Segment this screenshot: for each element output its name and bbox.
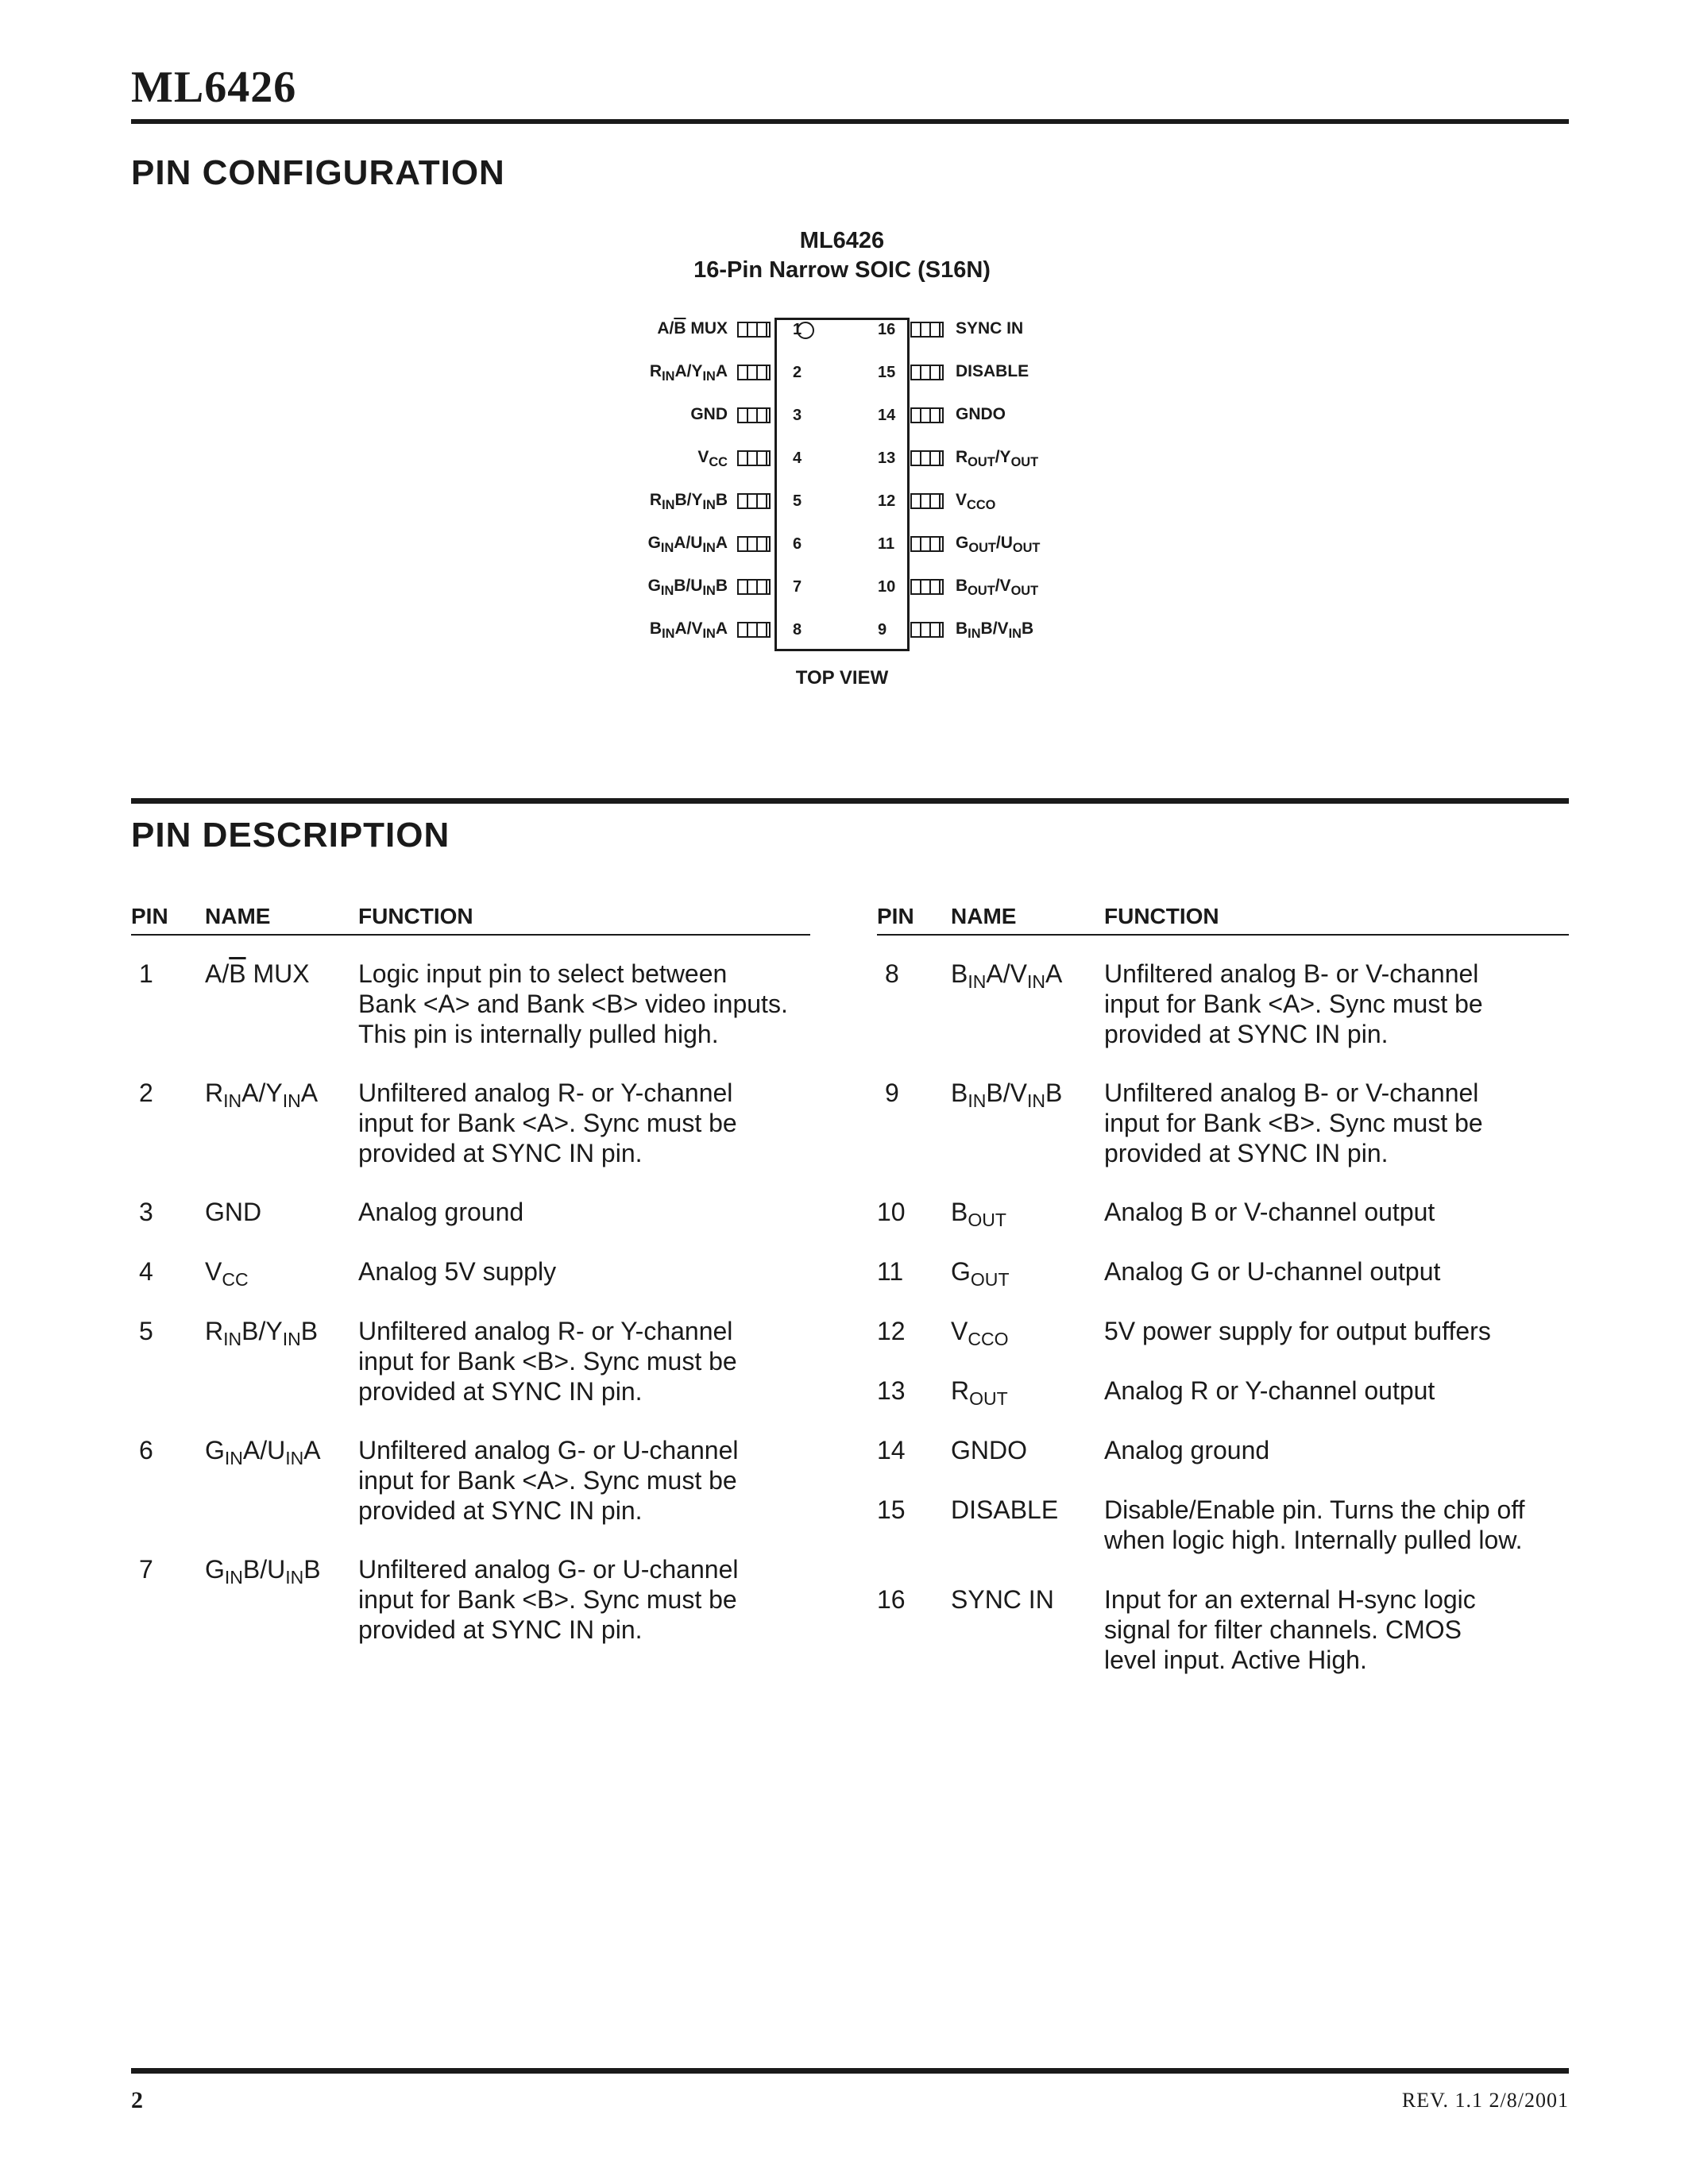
row-function: Analog G or U-channel output — [1104, 1257, 1441, 1286]
pin-lead — [910, 536, 944, 552]
pin-label: $B_{OUT}/V_{OUT}$ — [956, 577, 1039, 598]
col-header-function: FUNCTION — [358, 904, 473, 928]
pin-number: 2 — [793, 364, 802, 381]
header-rule — [131, 119, 1569, 124]
document-title: ML6426 — [131, 63, 297, 112]
row-name: $V_{CC}$ — [205, 1257, 249, 1290]
pin-label: $V_{CCO}$ — [956, 491, 996, 512]
section-rule — [131, 798, 1569, 804]
row-function: Logic input pin to select between Bank <A> and Bank <B> video inputs. This pin is internally pulled high. — [358, 959, 788, 1048]
row-function: Analog B or V-channel output — [1104, 1198, 1435, 1226]
pin-number: 16 — [878, 321, 896, 338]
row-name: $B_{IN}B/V_{IN}B$ — [951, 1078, 1063, 1111]
pin-label: $R_{OUT}/Y_{OUT}$ — [956, 448, 1039, 469]
row-pin: 7 — [139, 1555, 153, 1584]
row-name: $G_{IN}B/U_{IN}B$ — [205, 1555, 321, 1588]
row-function: Analog ground — [1104, 1436, 1270, 1464]
row-pin: 1 — [139, 959, 153, 988]
row-name: GNDO — [951, 1436, 1027, 1464]
row-pin: 9 — [885, 1078, 899, 1107]
pin-lead — [737, 622, 771, 638]
row-name: $G_{OUT}$ — [951, 1257, 1010, 1290]
pin-lead — [737, 407, 771, 423]
row-function: Unfiltered analog R- or Y-channel input for Bank <A>. Sync must be provided at SYNC IN pin. — [358, 1078, 737, 1167]
pin-number: 14 — [878, 407, 896, 424]
row-function: Unfiltered analog G- or U-channel input for Bank <B>. Sync must be provided at SYNC IN pin. — [358, 1555, 739, 1644]
row-pin: 5 — [139, 1317, 153, 1345]
pin-lead — [737, 579, 771, 595]
row-name: DISABLE — [951, 1495, 1059, 1524]
col-header-pin: PIN — [877, 904, 914, 928]
pin-label: GND — [690, 405, 728, 423]
revision-label: REV. 1.1 2/8/2001 — [1401, 2089, 1569, 2112]
pin-lead — [910, 322, 944, 338]
chip-name: ML6426 — [799, 228, 885, 253]
pin-lead — [910, 493, 944, 509]
row-function: Unfiltered analog R- or Y-channel input for Bank <B>. Sync must be provided at SYNC IN pin. — [358, 1317, 737, 1406]
pin-number: 13 — [878, 450, 896, 467]
pin-number: 5 — [793, 492, 802, 510]
row-function: Unfiltered analog B- or V-channel input for Bank <A>. Sync must be provided at SYNC IN pin. — [1104, 959, 1483, 1048]
pin-number: 11 — [878, 535, 895, 553]
pin-lead — [737, 493, 771, 509]
col-header-name: NAME — [205, 904, 271, 928]
pin-number: 1 — [793, 321, 802, 338]
row-name: $G_{IN}A/U_{IN}A$ — [205, 1436, 321, 1468]
row-function: Analog ground — [358, 1198, 524, 1226]
row-pin: 11 — [877, 1257, 904, 1286]
pin-label: $R_{IN}B/Y_{IN}B$ — [649, 491, 728, 512]
row-function: Input for an external H-sync logic signal for filter channels. CMOS level input. Active High. — [1104, 1585, 1476, 1674]
pin-lead — [737, 450, 771, 466]
table-header-rule — [877, 934, 1569, 936]
row-pin: 10 — [877, 1198, 906, 1226]
row-name: $R_{OUT}$ — [951, 1376, 1008, 1409]
row-pin: 8 — [885, 959, 899, 988]
pin-number: 10 — [878, 578, 896, 596]
row-pin: 3 — [139, 1198, 153, 1226]
row-pin: 2 — [139, 1078, 153, 1107]
col-header-name: NAME — [951, 904, 1017, 928]
pin-number: 12 — [878, 492, 896, 510]
page-number: 2 — [131, 2087, 143, 2113]
pin-number: 3 — [793, 407, 802, 424]
row-name: SYNC IN — [951, 1585, 1054, 1614]
pin-lead — [910, 622, 944, 638]
row-name: $R_{IN}A/Y_{IN}A$ — [205, 1078, 319, 1111]
top-view-label: TOP VIEW — [795, 667, 889, 689]
pin-label: $A/\overline{B}$ MUX — [657, 319, 728, 338]
row-function: Unfiltered analog G- or U-channel input for Bank <A>. Sync must be provided at SYNC IN pin. — [358, 1436, 739, 1525]
row-function: Disable/Enable pin. Turns the chip off when logic high. Internally pulled low. — [1104, 1495, 1525, 1554]
package-name: 16-Pin Narrow SOIC (S16N) — [693, 257, 991, 283]
row-name: $A/\overline{B}$ MUX — [205, 959, 310, 988]
row-pin: 14 — [877, 1436, 906, 1464]
pin-label: DISABLE — [956, 362, 1029, 380]
row-name: $V_{CCO}$ — [951, 1317, 1009, 1349]
table-header-rule — [131, 934, 810, 936]
pin-number: 15 — [878, 364, 896, 381]
pin-label: $G_{OUT}/U_{OUT}$ — [956, 534, 1041, 555]
row-name: $B_{IN}A/V_{IN}A$ — [951, 959, 1063, 992]
pin-lead — [910, 407, 944, 423]
pin-lead — [737, 322, 771, 338]
footer-rule — [131, 2068, 1569, 2074]
pin-lead — [910, 365, 944, 380]
pin-number: 9 — [878, 621, 887, 639]
pin-label: GNDO — [956, 405, 1006, 423]
row-name: GND — [205, 1198, 262, 1226]
pin-label: $B_{IN}B/V_{IN}B$ — [956, 619, 1034, 641]
pin-lead — [910, 579, 944, 595]
pin-description-heading: PIN DESCRIPTION — [131, 816, 450, 855]
col-header-pin: PIN — [131, 904, 168, 928]
pin-lead — [910, 450, 944, 466]
row-function: Analog R or Y-channel output — [1104, 1376, 1435, 1405]
col-header-function: FUNCTION — [1104, 904, 1219, 928]
pin-lead — [737, 536, 771, 552]
pin-number: 4 — [793, 450, 802, 467]
row-name: $B_{OUT}$ — [951, 1198, 1006, 1230]
row-pin: 13 — [877, 1376, 906, 1405]
pin-number: 7 — [793, 578, 802, 596]
pin-label: $B_{IN}A/V_{IN}A$ — [649, 619, 728, 641]
pin-label: $G_{IN}B/U_{IN}B$ — [647, 577, 728, 598]
pin-label: $G_{IN}A/U_{IN}A$ — [647, 534, 728, 555]
row-function: Analog 5V supply — [358, 1257, 557, 1286]
row-pin: 12 — [877, 1317, 906, 1345]
pin-number: 8 — [793, 621, 802, 639]
pin-label: SYNC IN — [956, 319, 1024, 338]
row-pin: 6 — [139, 1436, 153, 1464]
pin-configuration-heading: PIN CONFIGURATION — [131, 153, 505, 192]
pin-lead — [737, 365, 771, 380]
pin-label: $R_{IN}A/Y_{IN}A$ — [649, 362, 728, 384]
row-function: 5V power supply for output buffers — [1104, 1317, 1491, 1345]
pin-label: $V_{CC}$ — [697, 448, 728, 469]
row-name: $R_{IN}B/Y_{IN}B$ — [205, 1317, 319, 1349]
row-pin: 4 — [139, 1257, 153, 1286]
row-pin: 15 — [877, 1495, 906, 1524]
row-pin: 16 — [877, 1585, 906, 1614]
row-function: Unfiltered analog B- or V-channel input for Bank <B>. Sync must be provided at SYNC IN pin. — [1104, 1078, 1483, 1167]
pin-number: 6 — [793, 535, 802, 553]
